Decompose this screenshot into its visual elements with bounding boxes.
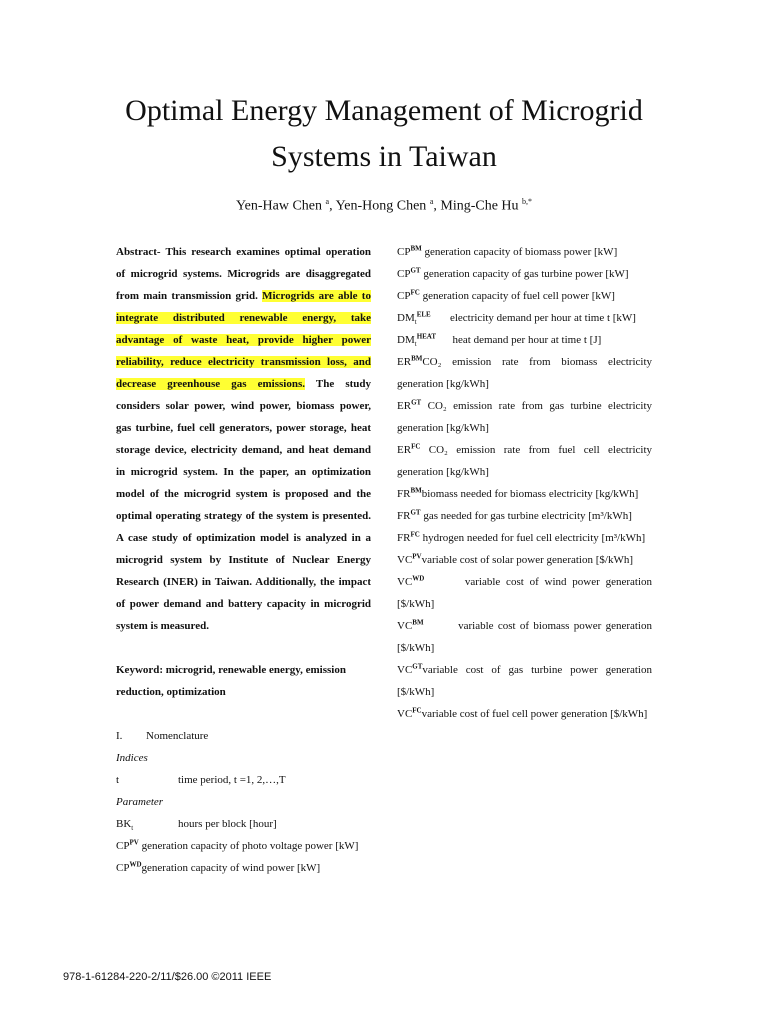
- nomenclature-entry: [116, 769, 371, 791]
- nomenclature-symbol: $ER^{BM}$: [397, 354, 423, 368]
- nomenclature-symbol: $CP^{PV}$: [116, 838, 139, 852]
- nomenclature-entry: [397, 439, 652, 483]
- copyright-footer: 978-1-61284-220-2/11/$26.00 ©2011 IEEE: [63, 971, 272, 983]
- nomenclature-symbol: $VC^{GT}$: [397, 662, 423, 676]
- nomenclature-desc: hydrogen needed for fuel cell electricity [m³/kWh]: [419, 532, 646, 544]
- nomenclature-desc: time period, t =1, 2,…,T: [178, 774, 286, 786]
- section-title: Nomenclature: [146, 730, 209, 742]
- nomenclature-desc: heat demand per hour at time t [J]: [436, 334, 602, 346]
- nomenclature-desc: electricity demand per hour at time t [kW]: [430, 312, 636, 324]
- nomenclature-symbol: $VC^{BM}$: [397, 618, 424, 632]
- nomenclature-entry: [116, 835, 371, 857]
- nomenclature-entry: [397, 285, 652, 307]
- author-3: Ming-Che Hu: [440, 198, 519, 214]
- nomenclature-symbol: t: [116, 774, 120, 786]
- nomenclature-symbol: $BK_t$: [116, 818, 134, 833]
- nomenclature-desc: gas needed for gas turbine electricity [m³/kWh]: [420, 510, 632, 522]
- abstract-text-2: The study considers solar power, wind power, biomass power, gas turbine, fuel cell generators, power storage, heat storage device, electricity demand, and heat demand in microgrid system. In the paper, an optimization model of the microgrid system is proposed and the optimal operating strategy of the system is presented. A case study of optimization model is analyzed in a microgrid system by Institute of Nuclear Energy Research (INER) in Taiwan. Additionally, the impact of power demand and battery capacity in microgrid system is measured.: [116, 378, 371, 632]
- nomenclature-entry: [116, 813, 371, 835]
- author-1-affiliation: a: [325, 197, 330, 206]
- nomenclature-symbol: $VC^{WD}$: [397, 574, 425, 588]
- nomenclature-entry: [397, 549, 652, 571]
- nomenclature-desc: variable cost of biomass power generation [$/kWh]: [397, 620, 655, 654]
- nomenclature-entry: [397, 659, 652, 703]
- nomenclature-entry: [397, 329, 652, 351]
- right-column: [397, 241, 655, 725]
- nomenclature-symbol: $CP^{GT}$: [397, 266, 421, 280]
- nomenclature-desc: variable cost of gas turbine power generation [$/kWh]: [397, 664, 652, 698]
- nomenclature-desc: variable cost of solar power generation [$/kWh]: [421, 554, 633, 566]
- nomenclature-symbol: $ER^{FC}$: [397, 442, 421, 456]
- keywords: Keyword: microgrid, renewable energy, emission reduction, optimization: [116, 664, 346, 698]
- nomenclature-entry: [397, 307, 652, 329]
- section-number: I.: [116, 730, 123, 742]
- nomenclature-entry: [397, 241, 652, 263]
- title-line-1: Optimal Energy Management of Microgrid: [125, 94, 643, 127]
- nomenclature-entry: [397, 263, 652, 285]
- author-list: Yen-Haw Chen $^a$, Yen-Hong Chen $^a$, Ming-Che Hu $^{b,*}$: [235, 197, 533, 214]
- parameter-label: Parameter: [116, 796, 164, 808]
- nomenclature-desc: biomass needed for biomass electricity [kg/kWh]: [421, 488, 639, 500]
- nomenclature-symbol: $VC^{FC}$: [397, 706, 422, 720]
- nomenclature-entry: [397, 571, 655, 615]
- abstract: [116, 241, 371, 637]
- nomenclature-entry: [397, 615, 655, 659]
- nomenclature-symbol: $CP^{BM}$: [397, 244, 422, 258]
- nomenclature-desc: generation capacity of gas turbine power [kW]: [420, 268, 629, 280]
- author-2-affiliation: a: [429, 197, 434, 206]
- nomenclature-entry: [397, 703, 652, 725]
- nomenclature-symbol: $DM_t^{HEAT}$: [397, 332, 437, 349]
- left-column: [116, 241, 371, 879]
- author-1: Yen-Haw Chen: [235, 198, 323, 214]
- indices-label: Indices: [116, 752, 148, 764]
- nomenclature-entry: [397, 483, 652, 505]
- nomenclature-desc: CO₂ emission rate from gas turbine electricity generation [kg/kWh]: [397, 400, 652, 434]
- nomenclature-symbol: $CP^{WD}$: [116, 860, 142, 874]
- nomenclature-entry: [397, 527, 652, 549]
- nomenclature-entry: [116, 857, 371, 879]
- nomenclature-entry: [397, 351, 652, 395]
- author-2: Yen-Hong Chen: [335, 198, 427, 214]
- nomenclature-symbol: $CP^{FC}$: [397, 288, 420, 302]
- nomenclature-desc: variable cost of wind power generation [$/kWh]: [397, 576, 655, 610]
- title-line-2: Systems in Taiwan: [271, 140, 497, 173]
- nomenclature-symbol: $FR^{GT}$: [397, 508, 421, 522]
- nomenclature-entry: [397, 505, 652, 527]
- nomenclature-symbol: $VC^{PV}$: [397, 552, 422, 566]
- section-heading: [116, 725, 371, 747]
- nomenclature-desc: CO₂ emission rate from biomass electricity generation [kg/kWh]: [397, 356, 652, 390]
- nomenclature-desc: hours per block [hour]: [178, 818, 277, 830]
- nomenclature-symbol: $DM_t^{ELE}$: [397, 310, 431, 327]
- abstract-text-1: Abstract- This research examines optimal operation of microgrid systems. Microgrids are disaggregated from main transmission grid.: [116, 246, 371, 302]
- nomenclature-desc: variable cost of fuel cell power generation [$/kWh]: [421, 708, 648, 720]
- paper-title: [60, 88, 708, 180]
- nomenclature-desc: CO₂ emission rate from fuel cell electricity generation [kg/kWh]: [397, 444, 652, 478]
- nomenclature-desc: generation capacity of photo voltage power [kW]: [138, 840, 359, 852]
- nomenclature-symbol: $ER^{GT}$: [397, 398, 422, 412]
- nomenclature-symbol: $FR^{BM}$: [397, 486, 422, 500]
- nomenclature-desc: generation capacity of biomass power [kW]: [421, 246, 618, 258]
- nomenclature-entry: [397, 395, 652, 439]
- abstract-highlight: Microgrids are able to integrate distributed renewable energy, take advantage of waste heat, provide higher power reliability, reduce electricity transmission loss, and decrease greenhouse gas emissions.: [116, 290, 371, 390]
- author-3-affiliation: b,*: [522, 197, 533, 206]
- nomenclature-desc: generation capacity of fuel cell power [kW]: [419, 290, 615, 302]
- nomenclature-symbol: $FR^{FC}$: [397, 530, 420, 544]
- nomenclature-desc: generation capacity of wind power [kW]: [141, 862, 321, 874]
